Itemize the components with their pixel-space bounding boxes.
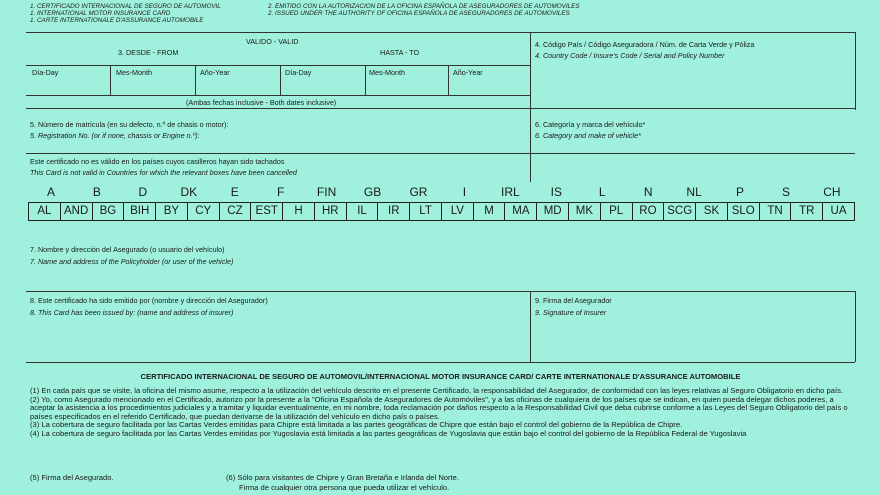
country-codes-box-row bbox=[28, 202, 855, 221]
date-col-label: Día-Day bbox=[32, 68, 59, 77]
rule-right-bottom bbox=[855, 291, 856, 362]
footer-note-6: (6) Sólo para visitantes de Chipre y Gran Bretaña e Irlanda del Norte. bbox=[226, 473, 459, 482]
country-code-box: SLO bbox=[728, 203, 760, 220]
date-col-label: Mes-Month bbox=[116, 68, 152, 77]
country-code: L bbox=[598, 185, 606, 199]
field9-label-en: 9. Signature of Insurer bbox=[535, 308, 607, 317]
rule-date-col bbox=[195, 65, 196, 95]
country-code: N bbox=[643, 185, 653, 199]
footer-notes bbox=[30, 387, 856, 439]
rule-date-col bbox=[365, 65, 366, 95]
country-code-box: TR bbox=[791, 203, 823, 220]
country-code-box: RO bbox=[633, 203, 665, 220]
header-right bbox=[268, 3, 580, 17]
footer-note-3: (3) La cobertura de seguro facilitada por las Cartas Verdes emitidas para Chipre está limitada a las partes geográficas de Chipre que están bajo el control del gobierno de la República de Chipre. bbox=[30, 420, 683, 430]
validity-to-label: HASTA - TO bbox=[380, 48, 420, 57]
country-code-box: MD bbox=[537, 203, 569, 220]
country-code: CH bbox=[823, 185, 841, 199]
country-code: IRL bbox=[501, 185, 520, 199]
country-code-box: CZ bbox=[220, 203, 252, 220]
rule-divider-lower bbox=[530, 291, 531, 362]
rule-date-top bbox=[26, 65, 530, 66]
rule-top bbox=[26, 32, 855, 33]
field7-label-es: 7. Nombre y dirección del Asegurado (o usuario del vehículo) bbox=[30, 245, 225, 254]
country-code: P bbox=[736, 185, 745, 199]
header-left bbox=[30, 3, 221, 24]
validity-title: VALIDO - VALID bbox=[246, 37, 299, 46]
country-code-box: LT bbox=[410, 203, 442, 220]
country-code: B bbox=[92, 185, 101, 199]
country-code-box: EST bbox=[251, 203, 283, 220]
country-code: GR bbox=[409, 185, 428, 199]
validity-inclusive-note: (Ambas fechas inclusive - Both dates inclusive) bbox=[186, 98, 337, 107]
rule-date-col bbox=[448, 65, 449, 95]
rule-date-bottom bbox=[26, 95, 530, 96]
field5-label-en: 5. Registration No. (or if none, chassis or Engine n.º): bbox=[30, 131, 200, 140]
validity-from-label: 3. DESDE - FROM bbox=[118, 48, 179, 57]
country-code-box: HR bbox=[315, 203, 347, 220]
header-left-line-3: 1. CARTE INTERNATIONALE D'ASSURANCE AUTOMOBILE bbox=[30, 17, 204, 24]
country-code: DK bbox=[180, 185, 198, 199]
country-code-box: CY bbox=[188, 203, 220, 220]
footer-title: CERTIFICADO INTERNACIONAL DE SEGURO DE AUTOMOVIL/INTERNACIONAL MOTOR INSURANCE CARD/ CARTE INTERNATIONALE D'ASSURANCE AUTOMOBILE bbox=[140, 372, 741, 381]
header-right-line-1: 2. EMITIDO CON LA AUTORIZACION DE LA OFICINA ESPAÑOLA DE ASEGURADORES DE AUTOMOVILES bbox=[268, 3, 580, 10]
country-code-box: UA bbox=[830, 205, 847, 217]
footer-note-2: (2) Yo, como Asegurado mencionado en el Certificado, autorizo por la presente a la "Oficina Española de Aseguradores de Automóviles", y a las oficinas de cualquiera de los países que se indican, en quien pueda delegar dichos poderes, a aceptar la asistencia a los procedimientos judiciales y a tramitar y liquidar eventualmente, en mi nombre, toda reclamación por daños respecto a la Responsabilidad Civil que deba cubrirse conforme a las Leyes del Seguro Obligatorio del país o países especificados en el referido Certificado, que puedan derivarse de la utilización del vehículo en dicho país o países. bbox=[30, 394, 848, 421]
rule-mid-2 bbox=[26, 153, 855, 154]
field6-label-es: 6. Categoría y marca del vehículo* bbox=[535, 120, 646, 129]
footer-note-6b: Firma de cualquier otra persona que pueda utilizar el vehículo. bbox=[239, 483, 450, 492]
country-code-box: PL bbox=[601, 203, 633, 220]
country-code: FIN bbox=[316, 185, 337, 199]
footer-note-5: (5) Firma del Asegurado. bbox=[30, 473, 114, 482]
country-code-box: TN bbox=[760, 203, 792, 220]
rule-bottom bbox=[26, 362, 855, 363]
header-right-line-2: 2. ISSUED UNDER THE AUTHORITY OF OFICINA ESPAÑOLA DE ASEGURADORES DE AUTOMOVILES bbox=[268, 10, 570, 17]
field4-label-es: 4. Código País / Código Aseguradora / Núm. de Carta Verde y Póliza bbox=[535, 40, 755, 49]
country-code: F bbox=[276, 185, 285, 199]
country-code-box: AND bbox=[61, 203, 93, 220]
field8-label-en: 8. This Card has been issued by: (name and address of insurer) bbox=[30, 308, 234, 317]
country-code-box: M bbox=[474, 203, 506, 220]
date-col-label: Año-Year bbox=[200, 68, 230, 77]
rule-date-col bbox=[110, 65, 111, 95]
countries-note-es: Este certificado no es válido en los países cuyos casilleros hayan sido tachados bbox=[30, 157, 285, 166]
date-col-label: Mes-Month bbox=[369, 68, 405, 77]
countries-note-en: This Card is not valid in Countries for which the relevant boxes have been cancelled bbox=[30, 168, 297, 177]
footer-note-1: (1) En cada país que se visite, la oficina del mismo asume, respecto a la utilización del vehículo descrito en el presente Certificado, la responsabilidad del Asegurador, de conformidad con las leyes relativas al Seguro Obligatorio en dicho país. bbox=[30, 386, 843, 395]
field9-label-es: 9. Firma del Asegurador bbox=[535, 296, 612, 305]
field8-label-es: 8. Este certificado ha sido emitido por (nombre y dirección del Asegurador) bbox=[30, 296, 268, 305]
country-codes-top-row bbox=[28, 185, 855, 199]
header-left-line-2: 1. INTERNATIONAL MOTOR INSURANCE CARD bbox=[30, 10, 171, 17]
country-code: GB bbox=[363, 185, 382, 199]
country-code-box: MA bbox=[505, 203, 537, 220]
country-code: S bbox=[781, 185, 790, 199]
rule-date-col bbox=[280, 65, 281, 95]
footer-note-4: (4) La cobertura de seguro facilitada por las Cartas Verdes emitidas por Yugoslavia está limitada a las partes geográficas de Yugoslavia que están bajo el control del gobierno de la República Federal de Yugoslavia bbox=[30, 428, 747, 438]
country-code-box: BIH bbox=[124, 203, 156, 220]
field7-label-en: 7. Name and address of the Policyholder (or user of the vehicle) bbox=[30, 257, 234, 266]
header-left-line-1: 1. CERTIFICADO INTERNACIONAL DE SEGURO DE AUTOMOVIL bbox=[30, 3, 221, 10]
rule-mid-3 bbox=[26, 291, 855, 292]
country-code-box: IL bbox=[347, 203, 379, 220]
country-code-box: BY bbox=[156, 203, 188, 220]
country-code: A bbox=[46, 185, 55, 199]
country-code: E bbox=[230, 185, 239, 199]
country-code-box: H bbox=[283, 203, 315, 220]
field6-label-en: 6. Category and make of vehicle* bbox=[535, 131, 641, 140]
country-code-box: AL bbox=[29, 203, 61, 220]
country-code-box: IR bbox=[378, 203, 410, 220]
country-code: IS bbox=[550, 185, 562, 199]
country-code-box: MK bbox=[569, 203, 601, 220]
field4-label-en: 4. Country Code / Insure's Code / Serial and Policy Number bbox=[535, 51, 725, 60]
country-code-box: LV bbox=[442, 203, 474, 220]
country-code: NL bbox=[686, 185, 702, 199]
rule-divider-upper bbox=[530, 32, 531, 182]
country-code-box: SK bbox=[696, 203, 728, 220]
field5-label-es: 5. Número de matrícula (en su defecto, n.º de chasis o motor): bbox=[30, 120, 229, 129]
date-col-label: Año-Year bbox=[453, 68, 483, 77]
date-col-label: Día-Day bbox=[285, 68, 312, 77]
country-code: D bbox=[138, 185, 148, 199]
rule-mid-1 bbox=[26, 108, 855, 109]
country-code-box: BG bbox=[93, 203, 125, 220]
rule-right-top bbox=[855, 32, 856, 110]
country-code-box: SCG bbox=[664, 203, 696, 220]
country-code: I bbox=[462, 185, 467, 199]
